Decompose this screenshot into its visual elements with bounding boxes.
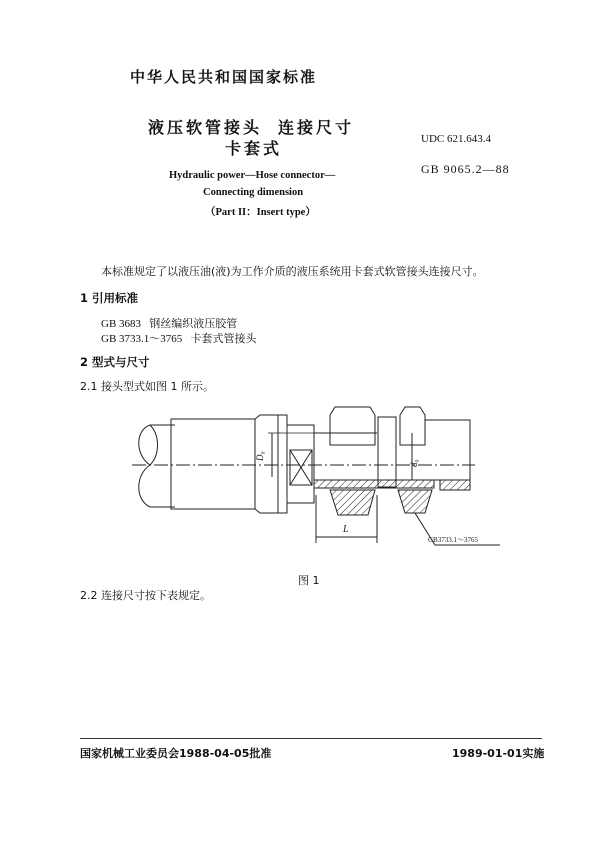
clause-2-2: 2.2 连接尺寸按下表规定。 bbox=[80, 589, 211, 602]
title-en-line1: Hydraulic power—Hose connector— bbox=[169, 170, 336, 181]
reference-item bbox=[101, 330, 257, 346]
reference-item bbox=[101, 315, 237, 331]
reference-standard-callout: GB3733.1～3765 bbox=[428, 536, 478, 544]
reference-code: GB 3683 bbox=[101, 318, 142, 330]
dimension-L-label: L bbox=[343, 524, 349, 535]
approval-text: 国家机械工业委员会1988-04-05批准 bbox=[80, 747, 272, 760]
title-en-line2: Connecting dimension bbox=[203, 187, 304, 198]
reference-title: 卡套式管接头 bbox=[190, 333, 257, 345]
clause-2-1: 2.1 接头型式如图 1 所示。 bbox=[80, 380, 214, 393]
udc-code: UDC 621.643.4 bbox=[421, 133, 491, 145]
reference-title: 钢丝编织液压胶管 bbox=[149, 318, 238, 330]
gb-code: GB 9065.2—88 bbox=[421, 162, 510, 176]
title-en-line3: （Part II：Insert type） bbox=[205, 207, 316, 218]
figure-caption: 图 1 bbox=[298, 574, 320, 587]
reference-code: GB 3733.1～3765 bbox=[101, 333, 183, 345]
implementation-date: 1989-01-01实施 bbox=[452, 747, 545, 760]
dimension-d0-label: d₀ bbox=[409, 459, 419, 467]
section2-heading: 2 型式与尺寸 bbox=[80, 355, 150, 369]
title-zh-part-a: 液压软管接头 bbox=[148, 118, 263, 137]
section1-heading: 1 引用标准 bbox=[80, 291, 139, 305]
title-zh-part-b: 连接尺寸 bbox=[278, 118, 355, 137]
dimension-D0-label: D₀ bbox=[255, 451, 265, 461]
footer-divider bbox=[80, 738, 542, 739]
figure-hose-connector bbox=[0, 395, 600, 570]
national-standard-header: 中华人民共和国国家标准 bbox=[130, 68, 318, 86]
title-zh-line2: 卡套式 bbox=[225, 139, 283, 158]
intro-paragraph: 本标准规定了以液压油(液)为工作介质的液压系统用卡套式软管接头连接尺寸。 bbox=[101, 265, 484, 278]
title-zh-line1 bbox=[148, 115, 354, 138]
